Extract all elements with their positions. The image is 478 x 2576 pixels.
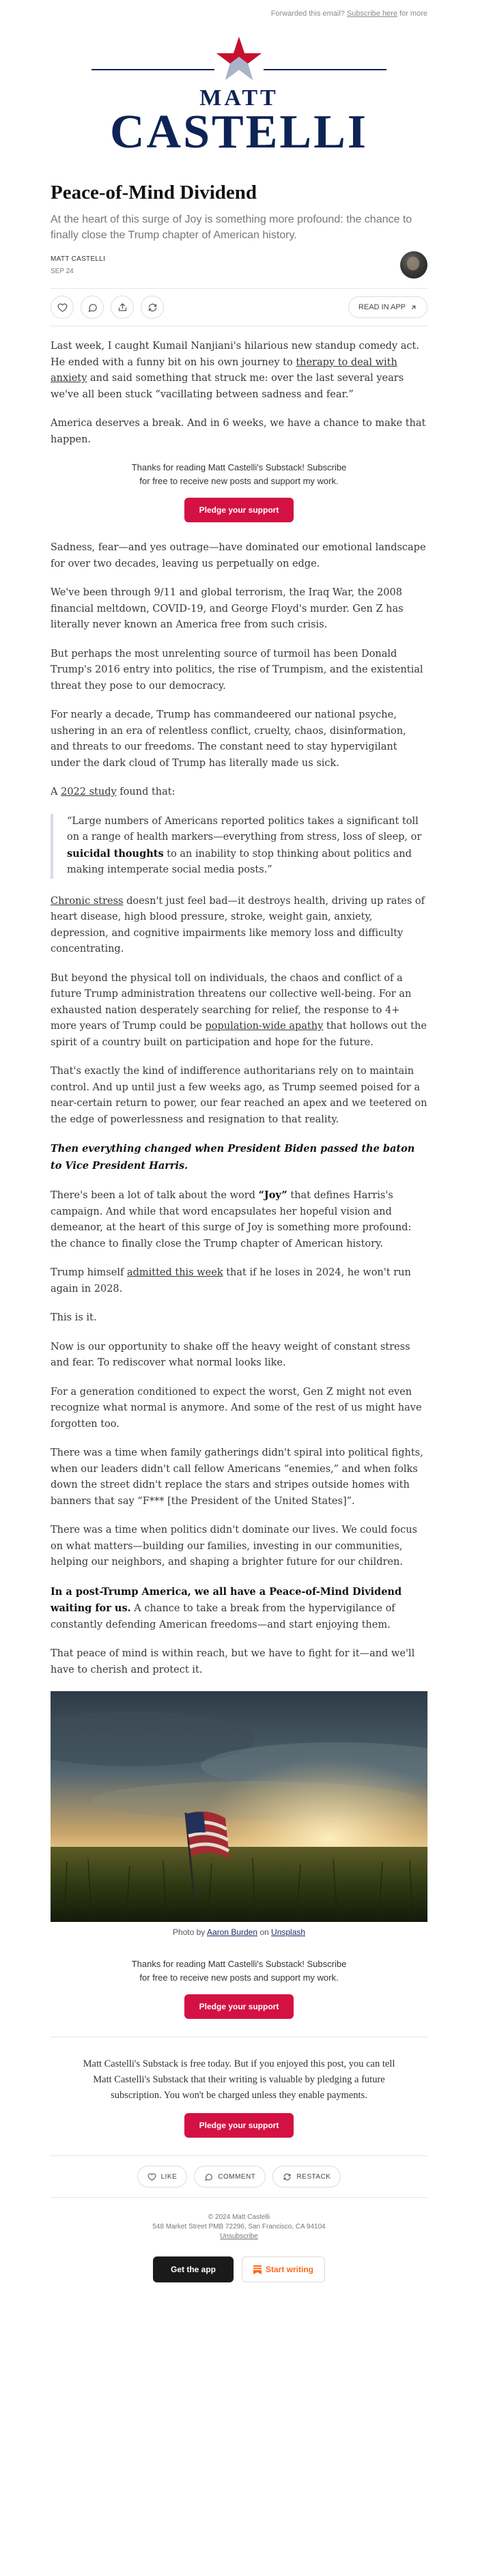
restack-pill-button[interactable]: [272, 2166, 341, 2188]
paragraph: Sadness, fear—and yes outrage—have dominated our emotional landscape for over two decades, leaving us perpetually on edge.: [51, 542, 426, 569]
pledge-support-button[interactable]: Pledge your support: [184, 2113, 294, 2138]
paragraph: America deserves a break. And in 6 weeks, we have a chance to make that happen.: [51, 418, 426, 445]
byline: [51, 251, 427, 279]
pull-quote: [51, 814, 427, 879]
unsubscribe-link[interactable]: Unsubscribe: [220, 2233, 258, 2240]
paragraph: This is it.: [51, 1312, 97, 1323]
masthead-last-name: CASTELLI: [109, 106, 369, 158]
paragraph: Last week, I caught Kumail Nanjiani's hilarious new standup comedy act. He ended with a funny bit on his own journey to therapy to deal with anxiety and said something that struck me: over the last several years we've all been stuck “vacillating between sadness and fear.”: [51, 341, 419, 400]
comment-pill-button[interactable]: [194, 2166, 266, 2188]
paragraph: In a post-Trump America, we all have a Peace-of-Mind Dividend waiting for us. A chance to take a break from the hypervigilance of constantly defending American freedoms—and start enjoying them.: [51, 1585, 402, 1630]
post-date: SEP 24: [51, 267, 74, 275]
paragraph: For a generation conditioned to expect the worst, Gen Z might not even recognize what normal is anymore. And some of the rest of us might have forgotten too.: [51, 1386, 422, 1430]
masthead[interactable]: [51, 27, 427, 169]
post-subtitle: At the heart of this surge of Joy is something more profound: the chance to finally close the Trump chapter of American history.: [51, 214, 412, 241]
author-avatar[interactable]: [400, 251, 427, 279]
arrow-up-right-icon: [410, 304, 417, 311]
photographer-link[interactable]: Aaron Burden: [206, 1927, 258, 1937]
apathy-link[interactable]: population-wide apathy: [205, 1021, 324, 1032]
paragraph: But beyond the physical toll on individuals, the chaos and conflict of a future Trump administration threatens our collective well-being. For an exhausted nation desperately searching for relief, the response to 4+ more years of Trump could be population-wide apathy that hollows out the spirit of a country built on participation and hope for the future.: [51, 972, 427, 1048]
app-buttons: [51, 2256, 427, 2299]
paragraph: That's exactly the kind of indifference authoritarians rely on to maintain control. And up until just a few weeks ago, as Trump seemed poised for a near-certain return to power, our fear reached an apex and we teetered on the edge of powerlessness and resignation to that reality.: [51, 1066, 427, 1125]
unsplash-link[interactable]: Unsplash: [271, 1927, 306, 1937]
copyright: © 2024 Matt Castelli: [208, 2213, 270, 2221]
therapy-link[interactable]: therapy to deal with anxiety: [51, 356, 397, 384]
paragraph: There was a time when politics didn't dominate our lives. We could focus on what matters—building our families, investing in our communities, helping our neighbors, and shaping a brighter future for our children.: [51, 1525, 417, 1568]
paragraph: Trump himself admitted this week that if he loses in 2024, he won't run again in 2028.: [51, 1267, 411, 1294]
star-logo-icon: [51, 34, 427, 85]
email-footer: [51, 2213, 427, 2241]
restack-icon: [283, 2172, 292, 2181]
photo-caption: Photo by Aaron Burden on Unsplash: [172, 1927, 306, 1937]
share-button[interactable]: [111, 296, 134, 319]
flag-field-photo[interactable]: [51, 1691, 427, 1922]
restack-label: RESTACK: [296, 2172, 331, 2181]
subscribe-here-link[interactable]: Subscribe here: [346, 10, 397, 18]
paragraph: But perhaps the most unrelenting source of turmoil has been Donald Trump's 2016 entry into politics, the rise of Trumpism, and the existential threat they pose to our democracy.: [51, 648, 423, 692]
restack-icon: [147, 302, 158, 313]
subscribe-cta: [51, 461, 427, 522]
comment-icon: [204, 2172, 213, 2181]
restack-button[interactable]: [141, 296, 164, 319]
cta-text: Thanks for reading Matt Castelli's Substack! Subscribe for free to receive new posts and support my work.: [131, 1959, 347, 1983]
comment-label: COMMENT: [218, 2172, 256, 2181]
forward-bar: [0, 0, 478, 27]
masthead-first-name: MATT: [199, 85, 279, 111]
start-writing-label: Start writing: [266, 2265, 314, 2274]
subscribe-cta-bottom: [51, 1957, 427, 2019]
heart-icon: [147, 2172, 156, 2181]
study-link[interactable]: 2022 study: [61, 787, 117, 797]
post-body: [51, 339, 427, 1678]
like-label: LIKE: [160, 2172, 178, 2181]
pledge-support-button[interactable]: Pledge your support: [184, 498, 294, 522]
substack-logo-icon: [253, 2265, 262, 2274]
pledge-support-button[interactable]: Pledge your support: [184, 1994, 294, 2019]
paragraph: A 2022 study found that:: [51, 787, 175, 797]
paragraph: That peace of mind is within reach, but we have to fight for it—and we'll have to cherish and protect it.: [51, 1648, 415, 1675]
heart-icon: [57, 302, 68, 313]
paragraph: Then everything changed when President Biden passed the baton to Vice President Harris.: [51, 1143, 415, 1172]
cta-text: Thanks for reading Matt Castelli's Substack! Subscribe for free to receive new posts and support my work.: [131, 462, 347, 486]
get-the-app-button[interactable]: Get the app: [153, 2256, 234, 2282]
author-name[interactable]: MATT CASTELLI: [51, 255, 106, 263]
paragraph: For nearly a decade, Trump has commandeered our national psyche, ushering in an era of relentless conflict, cruelty, chaos, disinformation, and threats to our freedoms. The constant need to stay hypervigilant under the dark cloud of Trump has literally made us sick.: [51, 709, 406, 769]
paragraph: There was a time when family gatherings didn't spiral into political fights, when our leaders didn't call fellow Americans “enemies,” and when folks down the street didn't replace the stars and stripes outside homes with banners that say “F*** [the President of the United States]”.: [51, 1447, 423, 1507]
quote-text: “Large numbers of Americans reported politics takes a significant toll on a range of health markers—everything from stress, loss of sleep, or suicidal thoughts to an inability to stop thinking about politics and making intemperate social media posts.”: [67, 815, 422, 875]
start-writing-button[interactable]: [242, 2256, 325, 2282]
comment-icon: [87, 302, 98, 313]
read-in-app-label: READ IN APP: [358, 303, 406, 311]
like-pill-button[interactable]: [137, 2166, 188, 2188]
read-in-app-button[interactable]: [348, 296, 427, 318]
forwarded-tail: for more: [399, 10, 427, 18]
paragraph: We've been through 9/11 and global terrorism, the Iraq War, the 2008 financial meltdown, COVID-19, and George Floyd's murder. Gen Z has literally never known an America free from such crisis.: [51, 587, 404, 630]
like-button[interactable]: [51, 296, 74, 319]
post-title[interactable]: Peace-of-Mind Dividend: [51, 182, 257, 203]
free-pledge-text: Matt Castelli's Substack is free today. But if you enjoyed this post, you can tell Matt Castelli's Substack that their writing is valuable by pledging a future subscription. You won't be charged unless they enable payments.: [83, 2058, 395, 2101]
admitted-link[interactable]: admitted this week: [126, 1267, 223, 1278]
flag-photo-illustration: [51, 1691, 427, 1922]
postal-address: 548 Market Street PMB 72296, San Francisco, CA 94104: [152, 2223, 326, 2231]
share-icon: [117, 302, 128, 313]
free-pledge-section: [51, 2037, 427, 2138]
bottom-actions: [51, 2155, 427, 2198]
paragraph: There's been a lot of talk about the word “Joy” that defines Harris's campaign. And while that word encapsulates her hopeful vision and demeanor, at the heart of this surge of Joy is something more profound: the chance to finally close the Trump chapter of American history.: [51, 1189, 412, 1249]
chronic-stress-link[interactable]: Chronic stress: [51, 895, 124, 907]
paragraph: Chronic stress doesn't just feel bad—it destroys health, driving up rates of heart disease, high blood pressure, stroke, weight gain, anxiety, depression, and cognitive impairments like memory loss and difficulty concentrating.: [51, 895, 425, 954]
comment-button[interactable]: [81, 296, 104, 319]
paragraph: Now is our opportunity to shake off the heavy weight of constant stress and fear. To rediscover what normal looks like.: [51, 1341, 410, 1368]
forwarded-text: Forwarded this email?: [270, 10, 345, 18]
post-actions-bar: [51, 288, 427, 326]
